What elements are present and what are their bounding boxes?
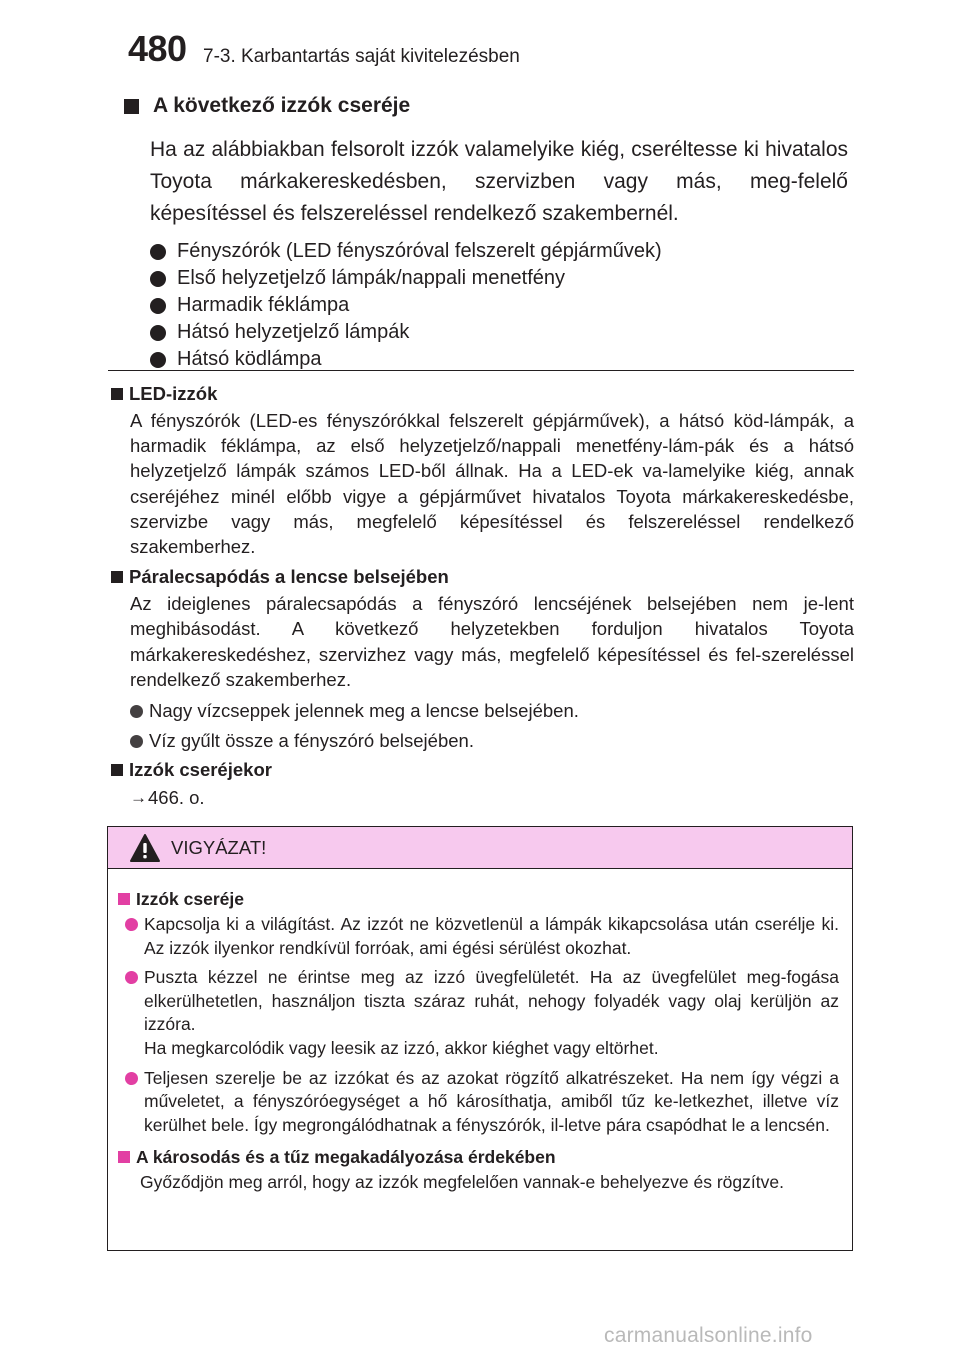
condensation-heading xyxy=(111,563,855,591)
bullet-dot-icon xyxy=(125,1072,138,1085)
square-bullet-icon xyxy=(111,388,123,400)
main-section xyxy=(124,92,854,373)
warning-triangle-icon xyxy=(129,833,161,863)
condensation-heading-text: Páralecsapódás a lencse belsejében xyxy=(129,566,449,588)
bullet-dot-icon xyxy=(150,325,166,341)
chapter-title: 7-3. Karbantartás saját kivitelezésben xyxy=(203,46,520,67)
list-item-text: Harmadik féklámpa xyxy=(177,294,350,316)
led-heading xyxy=(111,380,855,408)
watermark: carmanualsonline.info xyxy=(604,1324,813,1347)
arrow-right-icon: → xyxy=(130,788,147,808)
warning-content xyxy=(108,869,852,1195)
replacing-heading xyxy=(111,756,855,784)
main-heading xyxy=(124,92,854,120)
square-bullet-icon xyxy=(124,99,139,114)
replacing-heading-text: Izzók cseréjekor xyxy=(129,759,272,781)
square-bullet-icon xyxy=(118,893,130,905)
page-header xyxy=(0,0,960,80)
square-bullet-icon xyxy=(111,764,123,776)
warning-title: VIGYÁZAT! xyxy=(171,836,267,858)
warning-item xyxy=(125,1067,842,1138)
list-item-text: Első helyzetjelző lámpák/nappali menetfény xyxy=(177,267,565,289)
bullet-dot-icon xyxy=(150,298,166,314)
page-reference[interactable] xyxy=(130,784,855,812)
condensation-bullet-text: Víz gyűlt össze a fényszóró belsejében. xyxy=(149,730,474,752)
bullet-dot-icon xyxy=(125,971,138,984)
bullet-dot-icon xyxy=(130,735,143,748)
bulb-list xyxy=(150,238,854,373)
page-reference-text: 466. o. xyxy=(148,787,205,809)
list-item-text: Hátsó ködlámpa xyxy=(177,348,322,370)
warning-section-heading xyxy=(118,885,842,913)
list-item xyxy=(150,346,854,373)
warning-header xyxy=(108,827,852,869)
list-item xyxy=(150,265,854,292)
warning-box xyxy=(107,826,853,1251)
warning-item-text: Puszta kézzel ne érintse meg az izzó üvegfelületét. Ha az üvegfelület meg-fogása elkerülhetetlen, használjon tiszta száraz ruhát, nehogy folyadék vagy olaj kerüljön az izzóra. xyxy=(144,967,839,1035)
warning-item-text: Kapcsolja ki a világítást. Az izzót ne közvetlenül a lámpák kikapcsolása után cserélje ki. Az izzók ilyenkor rendkívül forróak, ami égési sérülést okozhat. xyxy=(144,914,839,958)
warning-section-heading xyxy=(118,1143,842,1171)
bullet-dot-icon xyxy=(150,271,166,287)
warning-item xyxy=(125,966,842,1060)
page-number: 480 xyxy=(128,28,187,69)
list-item-text: Fényszórók (LED fényszóróval felszerelt gépjárművek) xyxy=(177,240,662,262)
list-item xyxy=(150,292,854,319)
square-bullet-icon xyxy=(111,571,123,583)
warning-item-extra-text: Ha megkarcolódik vagy leesik az izzó, akkor kiéghet vagy eltörhet. xyxy=(144,1037,659,1058)
section-divider xyxy=(108,370,854,371)
led-body-text: A fényszórók (LED-es fényszórókkal felszerelt gépjárművek), a hátsó köd-lámpák, a harmadik féklámpa, az első helyzetjelző/nappali menetfény-lám-pák és a hátsó helyzetjelző lámpák számos LED-ből állnak. Ha a LED-ek va-lamelyike kiég, annak cseréjéhez minél előbb vigye a gépjárművet hivatalos Toyota márkakereskedésbe, szervizbe vagy más, megfelelő képesítéssel és felszereléssel rendelkező szakemberhez. xyxy=(130,410,854,558)
bullet-dot-icon xyxy=(130,705,143,718)
warning-item-text: Teljesen szerelje be az izzókat és az azokat rögzítő alkatrészeket. Ha nem így végzi a műveletet, a fényszóróegységet a hő károsíthatja, amiből tűz ke-letkezhet, illetve víz kerülhet bele. Így megrongálódhatnak a fényszórók, il-letve pára csapódhat le a lencsén. xyxy=(144,1067,839,1135)
bullet-dot-icon xyxy=(125,918,138,931)
condensation-bullet xyxy=(130,696,855,726)
condensation-bullet-text: Nagy vízcseppek jelennek meg a lencse belsejében. xyxy=(149,700,579,722)
square-bullet-icon xyxy=(118,1151,130,1163)
list-item-text: Hátsó helyzetjelző lámpák xyxy=(177,321,410,343)
warning-item xyxy=(125,913,842,960)
bullet-dot-icon xyxy=(150,352,166,368)
warning-section-heading-text: A károsodás és a tűz megakadályozása érdekében xyxy=(136,1146,556,1167)
list-item xyxy=(150,319,854,346)
condensation-bullet xyxy=(130,726,855,756)
main-body-text: Ha az alábbiakban felsorolt izzók valamelyike kiég, cseréltesse ki hivatalos Toyota márkakereskedésben, szervizben vagy más, meg-felelő képesítéssel és felszereléssel rendelkező szakembernél. xyxy=(150,138,848,225)
notes-section xyxy=(111,380,855,812)
warning-item-text-group xyxy=(144,966,839,1060)
led-heading-text: LED-izzók xyxy=(129,383,218,404)
condensation-body-text: Az ideiglenes páralecsapódás a fényszóró lencséjének belsejében nem je-lent meghibásodást. A következő helyzetekben forduljon hivatalos Toyota márkakereskedéshez, szervizhez vagy más, megfelelő képesítéssel és fel-szereléssel rendelkező szakemberhez. xyxy=(130,593,854,690)
main-heading-text: A következő izzók cseréje xyxy=(153,94,411,117)
warning-section-heading-text: Izzók cseréje xyxy=(136,888,244,909)
bullet-dot-icon xyxy=(150,244,166,260)
warning-section-body-text: Győződjön meg arról, hogy az izzók megfelelően vannak-e behelyezve és rögzítve. xyxy=(140,1172,784,1193)
list-item xyxy=(150,238,854,265)
